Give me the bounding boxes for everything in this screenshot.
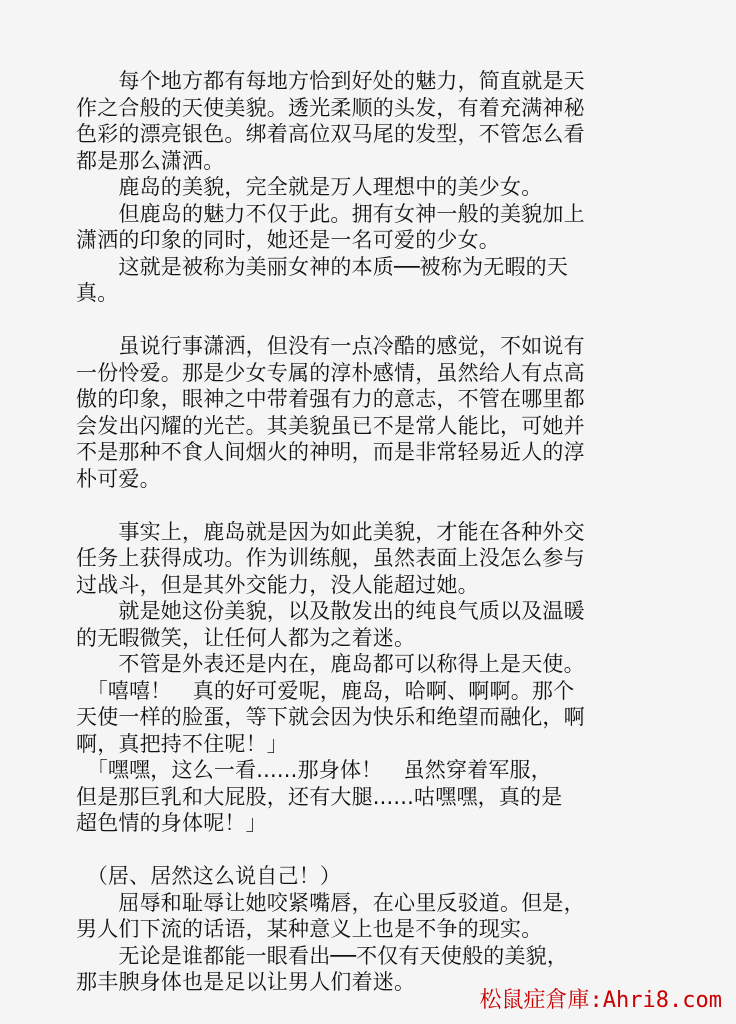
text-line: 朴可爱。 [76, 466, 161, 491]
dialogue [76, 678, 666, 758]
text-line: 「嘿嘿，这么一看......那身体！ 虽然穿着军服， [76, 758, 552, 782]
paragraph [76, 254, 666, 307]
paragraph-gap [76, 837, 666, 864]
text-line: 色彩的漂亮银色。绑着高位双马尾的发型，不管怎么看 [76, 122, 585, 146]
text-line: 超色情的身体呢！」 [76, 811, 267, 835]
text-line: 天使一样的脸蛋，等下就会因为快乐和绝望而融化，啊 [76, 705, 585, 729]
paragraph [76, 519, 666, 599]
text-line: 任务上获得成功。作为训练舰，虽然表面上没怎么参与 [76, 546, 585, 570]
text-line: 事实上，鹿岛就是因为如此美貌，才能在各种外交 [76, 519, 585, 544]
paragraph [76, 68, 666, 174]
text-line: 鹿岛的美貌，完全就是万人理想中的美少女。 [76, 175, 543, 199]
text-line: 会发出闪耀的光芒。其美貌虽已不是常人能比，可她并 [76, 413, 585, 438]
text-line: 过战斗，但是其外交能力，没人能超过她。 [76, 572, 479, 597]
paragraph-gap [76, 307, 666, 334]
text-line: 虽说行事潇洒，但没有一点冷酷的感觉，不如说有 [76, 334, 585, 358]
text-line: 每个地方都有每地方恰到好处的魅力，简直就是天 [76, 69, 585, 93]
paragraph [76, 201, 666, 254]
text-line: 傲的印象，眼神之中带着强有力的意志，不管在哪里都 [76, 387, 585, 411]
paragraph [76, 598, 666, 651]
text-line: 作之合般的天使美貌。透光柔顺的头发，有着充满神秘 [76, 95, 585, 120]
dialogue [76, 757, 666, 837]
text-line: 不是那种不食人间烟火的神明，而是非常轻易近人的淳 [76, 440, 585, 464]
text-line: 啊，真把持不住呢！」 [76, 731, 288, 756]
text-line: 一份怜爱。那是少女专属的淳朴感情，虽然给人有点高 [76, 360, 585, 385]
text-line: 男人们下流的话语，某种意义上也是不争的现实。 [76, 917, 543, 941]
paragraph [76, 174, 666, 201]
text-line: 无论是谁都能一眼看出──不仅有天使般的美貌， [76, 943, 569, 968]
text-line: 真。 [76, 281, 119, 305]
text-line: 这就是被称为美丽女神的本质──被称为无暇的天 [76, 254, 569, 279]
paragraph [76, 333, 666, 492]
watermark: 松鼠症倉庫:Ahri8.com [479, 988, 722, 1013]
text-line: 都是那么潇洒。 [76, 148, 225, 173]
paragraph [76, 890, 666, 943]
text-line: 就是她这份美貌，以及散发出的纯良气质以及温暖 [76, 599, 585, 623]
text-line: 但鹿岛的魅力不仅于此。拥有女神一般的美貌加上 [76, 201, 585, 226]
paragraph-gap [76, 492, 666, 519]
text-line: 潇洒的印象的同时，她还是一名可爱的少女。 [76, 228, 500, 252]
text-line: 「嘻嘻！ 真的好可爱呢，鹿岛，哈啊、啊啊。那个 [76, 678, 575, 703]
text-line: 但是那巨乳和大屁股，还有大腿......咕嘿嘿，真的是 [76, 784, 563, 809]
text-line: （居、居然这么说自己！） [76, 864, 342, 888]
document-body [76, 68, 666, 996]
text-line: 不管是外表还是内在，鹿岛都可以称得上是天使。 [76, 652, 585, 676]
inner-thought [76, 863, 666, 890]
text-line: 屈辱和耻辱让她咬紧嘴唇，在心里反驳道。但是， [76, 890, 585, 915]
text-line: 的无暇微笑，让任何人都为之着迷。 [76, 625, 416, 650]
text-line: 那丰腴身体也是足以让男人们着迷。 [76, 970, 416, 994]
paragraph [76, 651, 666, 678]
